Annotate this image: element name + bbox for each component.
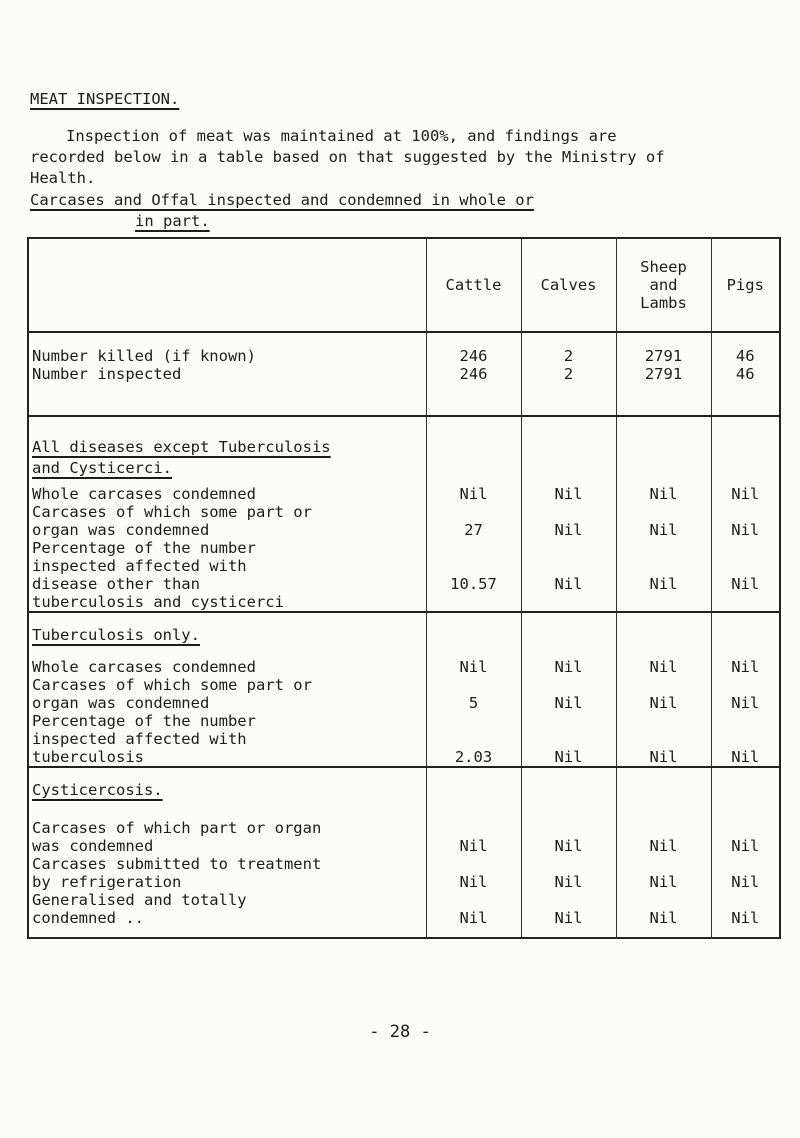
cell-value: Nil (731, 873, 760, 891)
cell-value: Nil (649, 485, 678, 503)
section-tuberculosis (28, 612, 780, 767)
cell-value: 2791 (644, 347, 683, 365)
cell-value: Nil (731, 575, 760, 593)
cell-value: Nil (649, 837, 678, 855)
row-label: Whole carcases condemned (32, 658, 256, 676)
cell-value: Nil (649, 575, 678, 593)
cell-value: Nil (554, 837, 583, 855)
section-cysticercosis (28, 767, 780, 938)
cell-value: Nil (554, 873, 583, 891)
page-heading: MEAT INSPECTION. (30, 90, 180, 108)
section-all-diseases (28, 416, 780, 612)
cell-value: Nil (731, 748, 760, 766)
counts-cattle (426, 332, 521, 416)
section-1-pigs (711, 416, 780, 612)
cell-value: Nil (649, 694, 678, 712)
cell-value: Nil (731, 658, 760, 676)
cell-value: 46 (735, 347, 755, 365)
counts-labels (28, 332, 426, 416)
section-3-cattle (426, 767, 521, 938)
cell-value: Nil (649, 748, 678, 766)
section-2-labels (28, 612, 426, 767)
counts-calves (521, 332, 616, 416)
section-3-calves (521, 767, 616, 938)
cell-value: 246 (459, 365, 488, 383)
section-3-sheep (616, 767, 711, 938)
cell-value: 2791 (644, 365, 683, 383)
cell-value: Nil (649, 909, 678, 927)
cell-value: Nil (649, 521, 678, 539)
section-1-title: All diseases except Tuberculosis and Cysticerci. (32, 438, 331, 477)
row-label: Carcases of which some part or organ was condemned (32, 503, 312, 539)
section-1-labels (28, 416, 426, 612)
row-label: Carcases submitted to treatment by refrigeration (32, 855, 322, 891)
row-label: Percentage of the number inspected affected with disease other than tuberculosis and cysticerci (32, 539, 284, 611)
cell-value: 27 (464, 521, 483, 539)
section-3-title: Cysticercosis. (32, 781, 163, 799)
cell-value: Nil (731, 521, 760, 539)
cell-value: Nil (649, 873, 678, 891)
row-label-inspected: Number inspected (32, 365, 182, 383)
cell-value: 5 (468, 694, 479, 712)
col-header-pigs: Pigs (711, 238, 780, 332)
section-2-sheep (616, 612, 711, 767)
cell-value: 246 (459, 347, 488, 365)
inspection-table (27, 237, 781, 939)
cell-value: Nil (731, 694, 760, 712)
col-header-calves: Calves (521, 238, 616, 332)
col-header-sheep: Sheep and Lambs (616, 238, 711, 332)
col-header-cattle: Cattle (426, 238, 521, 332)
cell-value: Nil (554, 521, 583, 539)
cell-value: Nil (649, 658, 678, 676)
cell-value: 2.03 (454, 748, 493, 766)
cell-value: 10.57 (450, 575, 497, 593)
counts-section (28, 332, 780, 416)
header-row (28, 238, 780, 332)
cell-value: Nil (459, 837, 488, 855)
row-label: Whole carcases condemned (32, 485, 256, 503)
cell-value: Nil (731, 485, 760, 503)
caption-line-2: in part. (135, 212, 210, 230)
cell-value: Nil (554, 485, 583, 503)
cell-value: Nil (459, 873, 488, 891)
section-2-cattle (426, 612, 521, 767)
caption-line-1: Carcases and Offal inspected and condemned in whole or (30, 191, 534, 209)
section-3-pigs (711, 767, 780, 938)
counts-pigs (711, 332, 780, 416)
cell-value: Nil (554, 694, 583, 712)
section-2-pigs (711, 612, 780, 767)
section-3-labels (28, 767, 426, 938)
cell-value: 46 (735, 365, 755, 383)
intro-text: Inspection of meat was maintained at 100%, and findings are recorded below in a table based on that suggested by the Ministry of Health. (30, 127, 665, 187)
row-label: Carcases of which part or organ was condemned (32, 819, 322, 855)
counts-sheep (616, 332, 711, 416)
cell-value: Nil (554, 909, 583, 927)
section-1-cattle (426, 416, 521, 612)
cell-value: Nil (554, 658, 583, 676)
cell-value: Nil (459, 658, 488, 676)
cell-value: Nil (459, 485, 488, 503)
intro-paragraph (30, 126, 690, 189)
cell-value: Nil (554, 575, 583, 593)
section-2-title: Tuberculosis only. (32, 626, 200, 644)
cell-value: Nil (731, 837, 760, 855)
cell-value: 2 (563, 365, 574, 383)
cell-value: Nil (731, 909, 760, 927)
table-caption (30, 190, 770, 232)
row-label: Percentage of the number inspected affected with tuberculosis (32, 712, 256, 766)
cell-value: Nil (459, 909, 488, 927)
section-1-sheep (616, 416, 711, 612)
header-blank (28, 238, 426, 332)
section-2-calves (521, 612, 616, 767)
section-1-calves (521, 416, 616, 612)
page-number: - 28 - (369, 1022, 431, 1042)
cell-value: 2 (563, 347, 574, 365)
row-label: Generalised and totally condemned .. (32, 891, 247, 927)
row-label-killed: Number killed (if known) (32, 347, 256, 365)
row-label: Carcases of which some part or organ was condemned (32, 676, 312, 712)
cell-value: Nil (554, 748, 583, 766)
